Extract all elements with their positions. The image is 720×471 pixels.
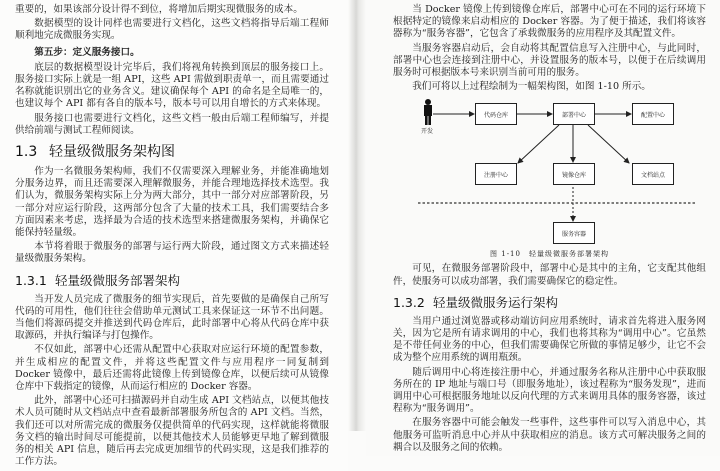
node-service-container: 服务容器 [553,222,595,244]
section-number: 1.3.1 [15,272,47,288]
left-page [0,0,348,471]
figure-caption: 图 1-10 轻量级微服务部署架构 [490,250,609,259]
section-heading-1-3 [15,143,329,161]
paragraph: 作为一名微服务架构师，我们不仅需要深入理解业务，并能准确地划分服务边界，而且还需要深入理解微服务，并能合理地选择技术选型。我们认为，微服务架构实际上分为两大部分，其中一部分对应部署阶段，另一部分对应运行阶段，这两部分包含了大量的技术工具，我们需要结合多方面因素来考虑，选择最为合适的技术选型来搭建微服务架构，并确保它能保持轻量级。 [15,166,329,239]
section-number: 1.3.2 [393,294,425,310]
paragraph: 当服务容器启动后，会自动将其配置信息写入注册中心，与此同时，部署中心也会连接到注册中心，并设置服务的版本号，以便于在后续调用服务时可根据版本号来识别当前可用的服务。 [393,42,706,79]
step-title: 第五步：定义服务接口。 [34,46,140,58]
node-code-repo: 代码仓库 [475,103,517,125]
section-title: 轻量级微服务部署架构 [55,272,181,288]
paragraph: 可见，在微服务部署阶段中，部署中心是其中的主角，它支配其他组件，使服务可以成功部署，我们需要确保它的稳定性。 [393,263,706,287]
section-number: 1.3 [15,144,38,161]
section-heading-1-3-1 [15,273,329,289]
node-doc-site: 文档站点 [632,163,674,185]
node-image-repo: 镜像仓库 [553,163,595,185]
paragraph: 重要的，如果该部分设计得不到位，将增加后期实现微服务的成本。 [15,4,303,15]
paragraph: 当开发人员完成了微服务的细节实现后，首先要做的是确保自己所写代码的可用性，他们往往会借助单元测试工具来保证这一环节不出问题。当他们将源码提交并推送到代码仓库后，此时部署中心将从代码仓库中获取源码，并执行编译与打包操作。 [15,293,329,342]
section-heading-1-3-2 [393,295,706,311]
node-deploy-center: 部署中心 [553,103,595,125]
right-page [366,0,720,456]
paragraph: 底层的数据模型设计完毕后，我们将视角转换到顶层的服务接口上。服务接口实际上就是一组 API，这些 API 需做到职责单一，而且需要通过名称就能识别出它的业务含义。建议确保每个 API 的命名是全局唯一的，也建议每个 API 都有各自的版本号，版本号可以用自增长的方式来体现。 [15,61,329,110]
paragraph: 我们可将以上过程绘制为一幅架构图，如图 1-10 所示。 [412,81,651,93]
paragraph: 服务接口也需要进行文档化，这些文档一般由后端工程师编写，并提供给前端与测试工程师阅读。 [15,112,329,136]
paragraph: 不仅如此，部署中心还需从配置中心获取对应运行环境的配置参数，并生成相应的配置文件，并将这些配置文件与应用程序一同复制到 Docker 镜像中，最后还需将此镜像上传到镜像仓库，以便后续可从镜像仓库中下载指定的镜像，从而运行相应的 Docker 容器。 [15,344,329,393]
node-config-center: 配置中心 [632,103,674,125]
section-title: 轻量级微服务运行架构 [433,294,559,310]
developer-label: 开发 [421,128,434,136]
section-1-3-1-text [15,294,329,469]
section-title: 轻量级微服务架构图 [49,144,175,161]
after-figure-text [393,263,706,287]
paragraph: 在服务容器中可能会触发一些事件，这些事件可以写入消息中心，其他服务可监听消息中心并从中获取相应的消息。该方式可解决服务之间的耦合以及服务之间的依赖。 [393,417,706,453]
arrow-deploy-to-doc [588,125,629,163]
node-registry: 注册中心 [475,163,517,185]
right-top-text [393,4,706,93]
arrow-deploy-to-registry [518,125,559,163]
paragraph: 此外，部署中心还可扫描源码并自动生成 API 文档站点，以便其他技术人员可随时从文档站点中查看最新部署服务所包含的 API 文档。当然，我们还可以对所需完成的微服务仅提供简单的代码实现，这样就能将微服务文档的输出时间尽可能提前，以便其他技术人员能够更早地了解到微服务的相关 API 信息，随后再去完成更加细节的代码实现，这是我们推荐的工作方法。 [15,395,329,468]
paragraph: 当 Docker 镜像上传到镜像仓库后，部署中心可在不同的运行环境下根据特定的镜像来启动相应的 Docker 容器。为了便于描述，我们将该容器称为“服务容器”，它包含了承载微服务的应用程序及其配置文件。 [393,4,706,40]
paragraph: 随后调用中心将连接注册中心，并通过服务名称从注册中心中获取服务所在的 IP 地址与端口号（即服务地址），该过程称为“服务发现”，进而调用中心可根据服务地址以反向代理的方式来调用具体的服务容器，该过程称为“服务调用”。 [393,366,706,415]
paragraph: 数据模型的设计同样也需要进行文档化，这些文档将指导后端工程师顺利地完成微服务实现。 [15,18,329,42]
paragraph: 本节将着眼于微服务的部署与运行两大阶段，通过图文方式来描述轻量级微服务架构。 [15,241,329,265]
book-gutter [348,0,366,431]
intro-text [15,4,329,137]
section-1-3-2-text [393,316,706,454]
section-1-3-text [15,166,329,266]
developer-person-icon [424,99,432,125]
paragraph: 当用户通过浏览器或移动端访问应用系统时，请求首先将进入服务网关，因为它是所有请求调用的中心，我们也将其称为“调用中心”。它虽然是不带任何业务的中心，但我们需要确保它所做的事情足够少，让它不会成为整个应用系统的调用瓶颈。 [393,315,706,364]
deployment-architecture-diagram [393,97,706,247]
